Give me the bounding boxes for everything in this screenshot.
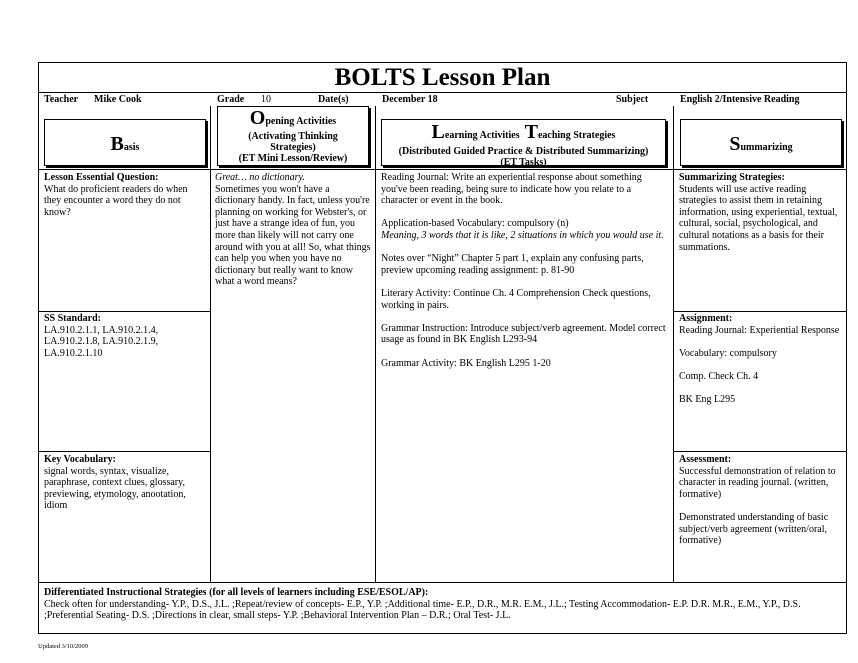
- learning-rest-1: earning Activities: [444, 130, 520, 141]
- summarizing-strategies-label: Summarizing Strategies:: [679, 172, 785, 183]
- grid-line-col3: [673, 106, 674, 582]
- key-vocab-cell: [44, 454, 206, 512]
- learning-initial-1: L: [431, 121, 445, 143]
- essential-question-text: What do proficient readers do when they encounter a word they do not know?: [44, 183, 188, 218]
- grid-line-col1: [210, 106, 211, 582]
- grid-line-left-1: [38, 311, 210, 312]
- ss-standard-label: SS Standard:: [44, 313, 101, 324]
- assignment-item: Vocabulary: compulsory: [679, 347, 777, 359]
- notes-text: Notes over “Night” Chapter 5 part 1, explain any confusing parts, preview upcoming reading assignment: p. 81-90: [381, 253, 644, 276]
- basis-rest: asis: [123, 142, 140, 153]
- subject-label: Subject: [616, 94, 649, 105]
- grade-label: Grade: [217, 94, 245, 105]
- opening-header: [217, 106, 369, 166]
- title-divider: [38, 92, 847, 93]
- learning-line3: (ET Tasks): [500, 157, 547, 168]
- key-vocab-text: signal words, syntax, visualize, paraphrase, context clues, glossary, previewing, etymology, anootation, idiom: [44, 465, 186, 512]
- grid-line-top: [38, 169, 847, 170]
- learning-line2: (Distributed Guided Practice & Distributed Summarizing): [398, 146, 649, 157]
- grid-line-col2: [375, 106, 376, 582]
- summarizing-strategies-cell: [679, 172, 842, 253]
- assessment-item: Demonstrated understanding of basic subject/verb agreement (written/oral, formative): [679, 511, 829, 547]
- assignment-item: Reading Journal: Experiential Response: [679, 324, 840, 336]
- learning-header: [381, 119, 666, 166]
- date-value: December 18: [382, 94, 438, 105]
- assignment-item: BK Eng L295: [679, 394, 736, 406]
- grid-line-right-1: [673, 311, 847, 312]
- essential-question-label: Lesson Essential Question:: [44, 172, 159, 183]
- grid-line-right-2: [673, 451, 847, 452]
- assignment-cell: [679, 313, 842, 406]
- journal-text: Reading Journal: Write an experiential response about something you've been reading, being sure to indicate how you relate to a character or event in the book.: [381, 172, 642, 207]
- learning-cell: [381, 172, 666, 369]
- grid-line-bottom: [38, 582, 847, 583]
- basis-header: [44, 119, 206, 166]
- opening-line4: (ET Mini Lesson/Review): [238, 153, 348, 164]
- teaching-initial: T: [524, 121, 538, 143]
- dates-label: Date(s): [318, 94, 349, 105]
- summarizing-rest: ummarizing: [740, 142, 793, 153]
- summarizing-initial: S: [729, 133, 741, 155]
- assignment-item: Comp. Check Ch. 4: [679, 370, 759, 382]
- assessment-item: Successful demonstration of relation to character in reading journal. (written, formative): [679, 465, 836, 500]
- basis-initial: B: [110, 133, 124, 155]
- essential-question-cell: [44, 172, 206, 218]
- grammar-activity-text: Grammar Activity: BK English L295 1-20: [381, 357, 551, 369]
- opening-lead: Great… no dictionary.: [215, 172, 305, 183]
- differentiated-label: Differentiated Instructional Strategies (for all levels of learners including ESE/ESOL/AP):: [44, 587, 429, 598]
- opening-text: Sometimes you won't have a dictionary handy. In fact, unless you're planning on working for Webster's, or just have a strange idea of fun, you more than likely will not carry one around with you at all! So, what things can help you when you have no dictionary but really want to know what a word means?: [215, 183, 371, 288]
- opening-line3: Strategies): [270, 142, 316, 153]
- teacher-name: Mike Cook: [94, 94, 142, 105]
- teacher-label: Teacher: [44, 94, 79, 105]
- ss-standard-text: LA.910.2.1.1, LA.910.2.1.4, LA.910.2.1.8, LA.910.2.1.9, LA.910.2.1.10: [44, 324, 159, 359]
- assignment-label: Assignment:: [679, 313, 733, 324]
- vocab-text: Application-based Vocabulary: compulsory (n): [381, 218, 569, 230]
- opening-rest: pening Activities: [265, 116, 337, 127]
- teaching-rest: eaching Strategies: [537, 130, 616, 141]
- opening-initial: O: [249, 107, 266, 129]
- key-vocab-label: Key Vocabulary:: [44, 454, 116, 465]
- differentiated-text: Check often for understanding- Y.P., D.S., J.L. ;Repeat/review of concepts- E.P., Y.P. ;Additional time- E.P., D.R., M.R. E.M., J.L.; Testing Accommodation- E.P. D.R. M.R., E.M., Y.P., D.S. ;Preferential Seating- D.S. ;Directions in clear, small steps- Y.P. ;Behavioral Intervention Plan – D.R.; Oral Test- J.L.: [44, 598, 801, 622]
- vocab-note: Meaning, 3 words that it is like, 2 situations in which you would use it.: [381, 229, 664, 241]
- assessment-cell: [679, 454, 842, 547]
- literary-text: Literary Activity: Continue Ch. 4 Comprehension Check questions, working in pairs.: [381, 287, 651, 311]
- grade-value: 10: [261, 94, 271, 105]
- grammar-instruction-text: Grammar Instruction: Introduce subject/verb agreement. Model correct usage as found in BK English L293-94: [381, 322, 666, 346]
- differentiated-cell: [44, 587, 842, 622]
- summarizing-header: [680, 119, 842, 166]
- summarizing-strategies-text: Students will use active reading strategies to assist them in retaining information, using experiential, textual, cultural, social, psychological, and cultural notations as a basis for their summations.: [679, 183, 838, 253]
- page-title: BOLTS Lesson Plan: [334, 64, 551, 91]
- grid-line-left-2: [38, 451, 210, 452]
- opening-line2: (Activating Thinking: [248, 131, 338, 142]
- ss-standard-cell: [44, 313, 208, 359]
- opening-cell: [215, 172, 372, 288]
- updated-note: Updated 3/10/2009: [38, 643, 89, 650]
- assessment-label: Assessment:: [679, 454, 732, 465]
- subject-value: English 2/Intensive Reading: [680, 94, 800, 105]
